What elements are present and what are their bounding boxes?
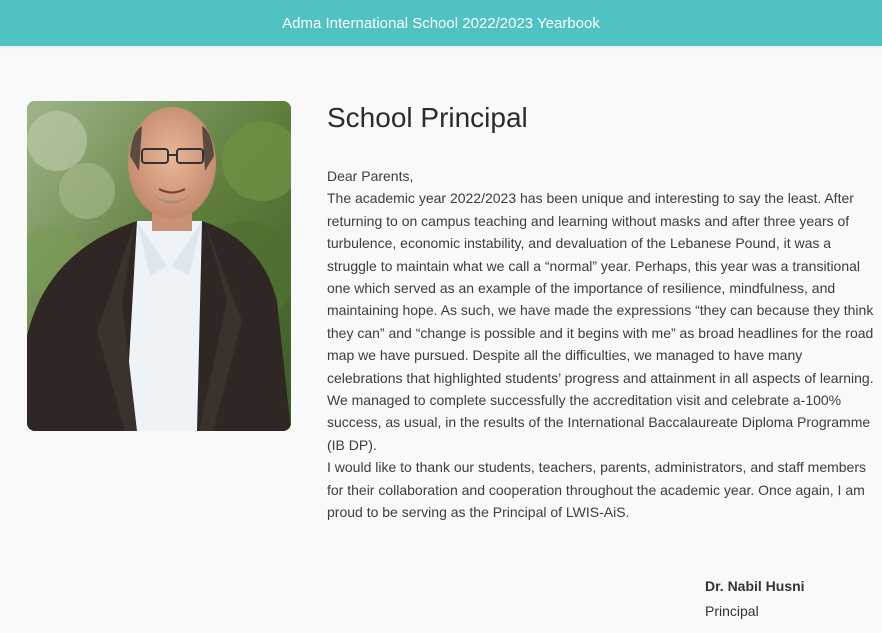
yearbook-header xyxy=(0,0,882,46)
principal-photo xyxy=(27,101,291,431)
letter-greeting: Dear Parents, xyxy=(327,168,414,184)
letter-paragraph: The academic year 2022/2023 has been unique and interesting to say the least. After returning to on campus teaching and learning without masks and after three years of turbulence, economic instability, and devaluation of the Lebanese Pound, it was a struggle to maintain what we call a “normal” year. Perhaps, this year was a transitional one which served as an example of the importance of resilience, mindfulness, and maintaining hope. As such, we have made the expressions “they can because they think they can” and “change is possible and it begins with me” as broad headlines for the road map we have pursued. Despite all the difficulties, we managed to have many celebrations that highlighted students’ progress and attainment in all aspects of learning. We managed to complete successfully the accreditation visit and celebrate a-100% success, as usual, in the results of the International Baccalaureate Diploma Programme (IB DP). xyxy=(327,190,874,453)
signature-block xyxy=(705,574,805,624)
signature-name: Dr. Nabil Husni xyxy=(705,578,805,594)
letter-body xyxy=(327,165,879,524)
letter-paragraph: I would like to thank our students, teachers, parents, administrators, and staff members for their collaboration and cooperation throughout the academic year. Once again, I am proud to be serving as the Principal of LWIS-AiS. xyxy=(327,459,867,521)
signature-role: Principal xyxy=(705,603,759,619)
yearbook-title: Adma International School 2022/2023 Yearbook xyxy=(282,14,600,32)
page-title: School Principal xyxy=(327,102,528,133)
article xyxy=(327,100,879,521)
